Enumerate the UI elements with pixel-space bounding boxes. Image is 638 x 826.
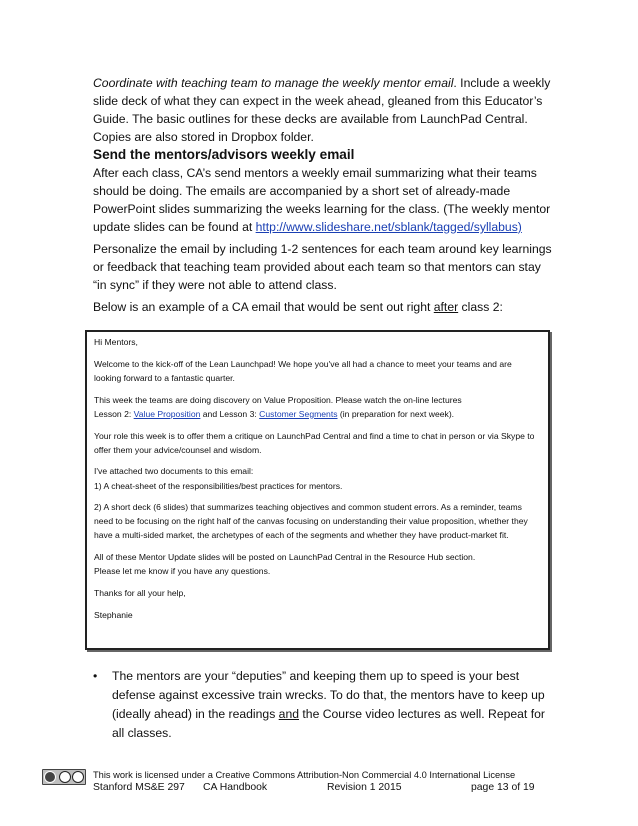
mentor-email-text: After each class, CA’s send mentors a weekly email summarizing what their teams should be doing. The emails are accompanied by a short set of already-made PowerPoint slides summarizing the weeks learning for the class. (The weekly mentor update slides can be found at	[93, 166, 551, 234]
slideshare-link[interactable]: http://www.slideshare.net/sblank/tagged/syllabus)	[255, 220, 522, 234]
footer-page-number: page 13 of 19	[471, 782, 535, 793]
footer-revision: Revision 1 2015	[327, 782, 402, 793]
footer-course: Stanford MS&E 297	[93, 782, 185, 793]
mentor-email-paragraph	[93, 164, 553, 236]
intro-paragraph	[93, 74, 553, 146]
email-lesson-suffix: (in preparation for next week).	[337, 408, 455, 419]
email-greeting: Hi Mentors,	[94, 337, 138, 347]
license-text: This work is licensed under a Creative Commons Attribution-Non Commercial 4.0 International License	[93, 770, 516, 780]
bullet-text-main: The mentors are your “deputies” and keeping them up to speed is your best defense against excessive train wrecks. To do that, the mentors have to keep up (ideally ahead) in the readings	[112, 669, 545, 721]
example-intro-suffix: class 2:	[458, 300, 503, 314]
cc-by-icon	[59, 771, 71, 783]
personalize-paragraph: Personalize the email by including 1-2 sentences for each team around key learnings or feedback that teaching team provided about each team so that mentors can stay “in sync” if they were not able to attend class.	[93, 242, 552, 292]
email-signature: Stephanie	[94, 609, 133, 620]
email-lessons	[94, 407, 541, 421]
email-lesson-prefix: Lesson 2:	[94, 408, 134, 419]
bullet-text-underlined: and	[278, 707, 300, 721]
intro-text: . Include a weekly slide deck of what they can expect in the week ahead, gleaned from this Educator’s Guide. The basic outlines for these decks are available from LaunchPad Central. Copies are also stored in Dropbox folder.	[93, 76, 551, 144]
email-attached: I've attached two documents to this email:	[94, 466, 254, 477]
email-welcome: Welcome to the kick-off of the Lean Launchpad! We hope you've all had a chance to meet your teams and are looking forward to a fantastic quarter.	[94, 358, 512, 383]
example-email-box	[85, 330, 550, 650]
email-posted: All of these Mentor Update slides will be posted on LaunchPad Central in the Resource Hub section.	[94, 552, 476, 563]
email-thanks: Thanks for all your help,	[94, 588, 186, 599]
creative-commons-icon[interactable]	[42, 769, 86, 785]
customer-segments-link[interactable]: Customer Segments	[259, 408, 338, 419]
email-questions: Please let me know if you have any questions.	[94, 566, 271, 577]
page-footer	[93, 781, 553, 794]
bullet-text-end: the Course video lectures as well. Repeat for all classes.	[112, 707, 545, 740]
example-intro-text: Below is an example of a CA email that would be sent out right	[93, 300, 434, 314]
footer-handbook: CA Handbook	[203, 782, 268, 793]
email-week-line: This week the teams are doing discovery on Value Proposition. Please watch the on-line lectures	[94, 394, 462, 405]
email-role: Your role this week is to offer them a critique on LaunchPad Central and find a time to chat in person or via Skype to offer them your advice/counsel and wisdom.	[94, 430, 535, 455]
email-lesson-middle: and Lesson 3:	[200, 408, 260, 419]
bullet-icon: •	[93, 669, 98, 683]
example-intro-paragraph	[93, 298, 553, 316]
email-doc1: 1) A cheat-sheet of the responsibilities/best practices for mentors.	[94, 480, 343, 491]
section-heading: Send the mentors/advisors weekly email	[93, 147, 355, 162]
bullet-text	[112, 667, 553, 743]
email-doc2: 2) A short deck (6 slides) that summarizes teaching objectives and common student errors. As a reminder, teams need to be focusing on the right half of the canvas focusing on understanding their value proposition, whether they have a multi-sided market, the archetypes of each of the segments and whether they have product-market fit.	[94, 502, 528, 541]
value-proposition-link[interactable]: Value Proposition	[133, 408, 201, 419]
example-intro-underlined: after	[433, 300, 459, 314]
cc-circle-icon	[44, 771, 56, 783]
intro-italic-text: Coordinate with teaching team to manage the weekly mentor email	[93, 76, 454, 90]
cc-nc-icon	[72, 771, 84, 783]
